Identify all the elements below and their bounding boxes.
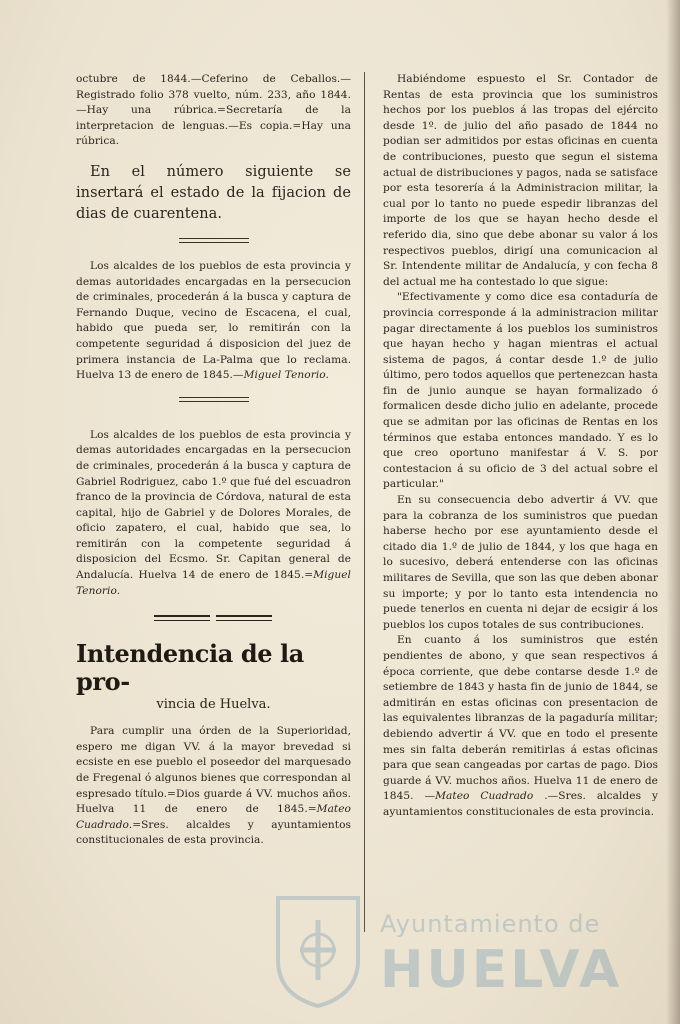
column-divider	[364, 72, 365, 932]
watermark-line-2: HUELVA	[380, 940, 623, 1000]
shield-icon	[270, 890, 366, 1010]
right-p4-text: En cuanto á los suministros que estén pendientes de abono, y que sean respectivos á época corriente, que debe contarse desde 1.º de setiembre de 1843 y hasta fin de junio de 1844, se admitirán en estas oficinas con presentacion de las equivalentes libranzas de la pagaduría militar; debiendo advertir á VV. que en todo el presente mes sin falta deberán remitirlas á estas oficinas para que sean cangeadas por cartas de pago. Dios guarde á VV. muchos años. Huelva 11 de enero de 1845. —	[383, 634, 658, 803]
section-subheading: vincia de Huelva.	[156, 697, 271, 713]
left-p5-tail: =Sres. alcaldes y ayuntamientos constitucionales de esta provincia.	[76, 818, 351, 847]
right-paragraph-3: En su consecuencia debo advertir á VV. que para la cobranza de los suministros que puedan haberse hecho por ese ayuntamiento desde el citado dia 1.º de julio de 1844, y los que haga en lo sucesivo, deberá entenderse con las oficinas militares de Sevilla, que son las que deben abonar su importe; y por lo tanto esta intendencia no puede tenerlos en cuenta ni dejar de ecsigir á los pueblos los cupos totales de sus contribuciones.	[383, 494, 658, 631]
left-paragraph-1: octubre de 1844.—Ceferino de Ceballos.—Registrado folio 378 vuelto, núm. 233, año 1844. —Hay una rúbrica.=Secretaría de la interpretacion de lenguas.—Es copia.=Hay una rúbrica.	[76, 73, 351, 148]
left-p3-text: Los alcaldes de los pueblos de esta provincia y demas autoridades encargadas en la persecucion de criminales, procederán á la busca y captura de Fernando Duque, vecino de Escacena, el cual, habido que pueda ser, lo remitirán con la competente seguridad á disposicion del juez de primera instancia de La-Palma que lo reclama. Huelva 13 de enero de 1845.—	[76, 259, 351, 382]
watermark-line-1: Ayuntamiento de	[380, 910, 601, 938]
left-notice-quarantine: En el número siguiente se insertará el estado de la fijacion de dias de cuarentena.	[76, 163, 351, 222]
left-column	[76, 72, 351, 849]
right-p4-signature: Mateo Cuadrado	[435, 790, 534, 803]
left-p5-text: Para cumplir una órden de la Superioridad, espero me digan VV. á la mayor brevedad si ecsiste en ese pueblo el poseedor del marquesado de Fregenal ó algunos bienes que correspondan al espresado título.=Dios guarde á VV. muchos años. Huelva 11 de enero de 1845.=	[76, 725, 351, 816]
left-p5-signature: Mateo Cuadrado.	[76, 803, 351, 831]
left-p3-signature: Miguel Tenorio.	[243, 369, 329, 382]
right-p4-tail: .—Sres. alcaldes y ayuntamientos constitucionales de esta provincia.	[383, 790, 658, 818]
page-edge-shadow	[666, 0, 680, 1024]
ornament-divider-1	[179, 237, 249, 245]
left-p4-text: Los alcaldes de los pueblos de esta provincia y demas autoridades encargadas en la persecucion de criminales, procederán á la busca y captura de Gabriel Rodriguez, cabo 1.º que fué del escuadron franco de la provincia de Córdova, natural de esta capital, hijo de Gabriel y de Dolores Morales, de oficio zapatero, el cual, habido que sea, lo remitirán con la competente seguridad á disposicion del Ecsmo. Sr. Capitan general de Andalucía. Huelva 14 de enero de 1845.=	[76, 428, 351, 582]
right-column	[383, 72, 658, 821]
right-paragraph-4	[383, 633, 658, 820]
section-heading: Intendencia de la pro-	[76, 639, 304, 697]
left-paragraph-marquesado	[76, 724, 351, 849]
archive-watermark	[270, 880, 680, 1020]
right-paragraph-1: Habiéndome espuesto el Sr. Contador de Rentas de esta provincia que los suministros hechos por los pueblos á las tropas del ejército desde 1º. de julio del año pasado de 1844 no podian ser admitidos por estas oficinas en cuenta de contribuciones, puesto que segun el sistema actual de distribuciones y pagos, nada se satisface por esta tesorería á la Administracion militar, la cual por lo tanto no puede espedir libranzas del importe de los que se hayan hecho desde el referido dia, sino que debe abonar su valor á los respectivos pueblos, dirigí una comunicacion al Sr. Intendente militar de Andalucía, y con fecha 8 del actual me ha contestado lo que sigue:	[383, 73, 658, 288]
left-paragraph-gabriel-rodriguez	[76, 428, 351, 600]
section-separator	[154, 615, 274, 622]
ornament-divider-2	[179, 396, 249, 404]
left-paragraph-fernando-duque	[76, 259, 351, 384]
left-p4-signature: Miguel Tenorio.	[76, 569, 351, 597]
right-paragraph-quote: "Efectivamente y como dice esa contaduría de provincia corresponde á la administracion militar pagar directamente á los pueblos los suministros que hayan hecho y hagan mientras el actual sistema de pagos, á contar desde 1.º de julio último, pero todos aquellos que pertenezcan hasta fin de junio aunque se hayan formalizado ó formalicen desde dicho julio en adelante, procede que se admitan por las oficinas de Rentas en los términos que estaba entonces mandado. Y es lo que creo oportuno manifestar á V. S. por contestacion á su oficio de 3 del actual sobre el particular."	[383, 291, 658, 491]
